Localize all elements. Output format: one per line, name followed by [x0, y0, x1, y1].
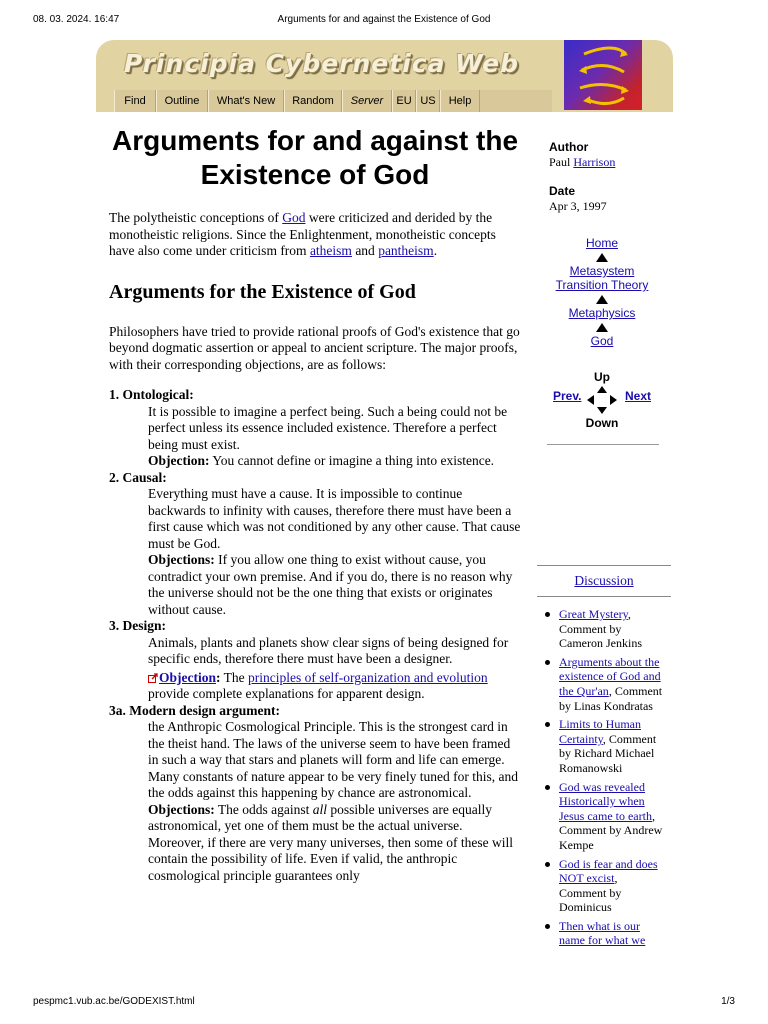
list-item: God was revealed Historically when Jesus came to earth, Comment by Andrew Kempe — [559, 780, 667, 853]
nav-server[interactable]: Server — [342, 90, 392, 112]
list-item: Arguments about the existence of God and the Qur'an, Comment by Linas Kondratas — [559, 655, 667, 713]
discussion-rule-bottom — [537, 596, 671, 597]
god-link[interactable]: God — [282, 210, 306, 225]
discussion-item-link[interactable]: God is fear and does NOT excist — [559, 856, 658, 886]
nav-us[interactable]: US — [416, 90, 440, 112]
nav-help[interactable]: Help — [440, 90, 480, 112]
page-title: Arguments for and against the Existence of God — [111, 125, 519, 190]
proof-body-ontological: It is possible to imagine a perfect being. Such a being could not be perfect unless its essence included existence. Therefore a perfect being must exist. Objection: You cannot define or imagine a thing into existence. — [148, 403, 508, 468]
author-value: Paul Harrison — [549, 155, 616, 169]
proof-heading-design: 3. Design: — [109, 618, 166, 633]
pantheism-link[interactable]: pantheism — [378, 243, 434, 258]
pager-next[interactable]: Next — [625, 389, 652, 403]
print-date: 08. 03. 2024. 16:47 — [33, 14, 120, 25]
up-arrow-icon — [596, 253, 608, 262]
proof-heading-modern-design: 3a. Modern design argument: — [109, 702, 280, 718]
direction-pad-icon — [585, 385, 619, 415]
objection-link[interactable]: Objection — [159, 669, 216, 685]
discussion-link[interactable]: Discussion — [574, 573, 634, 588]
sidebar-divider — [547, 444, 659, 445]
print-url: pespmc1.vub.ac.be/GODEXIST.html — [33, 996, 195, 1007]
list-item: Great Mystery, Comment by Cameron Jenkins — [559, 607, 667, 651]
discussion-title — [537, 566, 671, 596]
proof-body-modern-design: the Anthropic Cosmological Principle. This is the strongest card in the theist hand. The laws of the universe seem to have been framed in such a way that stars and planets will form and life can emerge. Many constants of nature appear to be very finely tuned for this, and the odds against this happening by chance are astronomical. Objections: The odds against all possible universes are equally astronomical, yet one of them must be the actual universe. Moreover, if there are very many universes, then some of these will contain the possibility of life. Even if valid, the anthropic cosmological principle guarantees only — [148, 719, 519, 883]
print-page-number: 1/3 — [721, 996, 735, 1007]
section-intro: Philosophers have tried to provide rational proofs of God's existence that go beyond dogmatic assertion or appeal to ancient scripture. The major proofs, with their corresponding objections, are as follows: — [109, 323, 520, 372]
discussion-list — [537, 607, 671, 948]
print-header — [33, 14, 735, 28]
discussion-item-link[interactable]: Great Mystery — [559, 607, 628, 621]
pager-up[interactable]: Up — [594, 370, 610, 384]
date-label: Date — [549, 184, 576, 198]
breadcrumb-god[interactable]: God — [590, 334, 614, 348]
intro-paragraph: The polytheistic conceptions of God were criticized and derided by the monotheistic religions. Since the Enlightenment, monotheistic concepts have also come under criticism from atheism and pantheism. — [109, 210, 496, 258]
meta-sidebar — [549, 140, 671, 214]
list-item — [559, 919, 667, 948]
list-item: Limits to Human Certainty, Comment by Richard Michael Romanowski — [559, 717, 667, 775]
author-link[interactable]: Harrison — [573, 155, 616, 169]
discussion-box — [537, 565, 671, 952]
nav-whats-new[interactable]: What's New — [208, 90, 284, 112]
discussion-item-link[interactable]: Then what is our name for what we — [559, 918, 646, 948]
list-item: God is fear and does NOT excist, Comment by Dominicus — [559, 857, 667, 915]
cybernetica-logo[interactable] — [564, 40, 642, 110]
site-title[interactable]: Principia Cybernetica Web — [124, 49, 519, 78]
pager-down[interactable]: Down — [585, 416, 619, 430]
breadcrumb — [549, 236, 655, 348]
proof-body-design: Animals, plants and planets show clear signs of being designed for specific ends, therefore there must have been a designer. Objection: The principles of self-organization and evolution provide complete explanations for apparent design. — [148, 634, 509, 701]
discussion-item-link[interactable]: Arguments about the existence of God and the Qur'an — [559, 654, 661, 698]
section-heading: Arguments for the Existence of God — [109, 280, 416, 303]
nav-random[interactable]: Random — [284, 90, 342, 112]
site-nav — [114, 90, 552, 112]
page-navigator — [549, 368, 655, 432]
breadcrumb-metaphysics[interactable]: Metaphysics — [568, 306, 636, 320]
proof-body-causal: Everything must have a cause. It is impossible to continue backwards to infinity with causes, therefore there must have been a first cause which was not conditioned by any other cause. That cause must be God. Objections: If you allow one thing to exist without cause, you contradict your own premise. And if you do, there is no reason why the universe should not be the one thing that exists or originates without cause. — [148, 486, 521, 617]
nav-outline[interactable]: Outline — [156, 90, 208, 112]
breadcrumb-home[interactable]: Home — [585, 236, 618, 250]
self-organization-link[interactable]: principles of self-organization and evolution — [248, 669, 488, 685]
discussion-item-link[interactable]: God was revealed Historically when Jesus came to earth — [559, 779, 652, 823]
proof-heading-causal: 2. Causal: — [109, 469, 167, 485]
nav-find[interactable]: Find — [114, 90, 156, 112]
author-label: Author — [549, 140, 589, 154]
proofs-list — [109, 387, 521, 884]
print-title: Arguments for and against the Existence of God — [277, 14, 491, 25]
date-value: Apr 3, 1997 — [549, 199, 607, 213]
up-arrow-icon — [596, 295, 608, 304]
atheism-link[interactable]: atheism — [309, 243, 352, 258]
site-banner — [96, 40, 673, 112]
proof-heading-ontological: 1. Ontological: — [109, 387, 194, 402]
breadcrumb-metasystem[interactable]: Metasystem Transition Theory — [555, 264, 649, 292]
pager-prev[interactable]: Prev. — [553, 389, 582, 403]
discussion-item-link[interactable]: Limits to Human Certainty — [559, 717, 641, 746]
external-link-icon — [148, 673, 158, 683]
print-footer — [33, 996, 735, 1010]
main-content — [109, 124, 521, 884]
nav-eu[interactable]: EU — [392, 90, 416, 112]
up-arrow-icon — [596, 323, 608, 332]
